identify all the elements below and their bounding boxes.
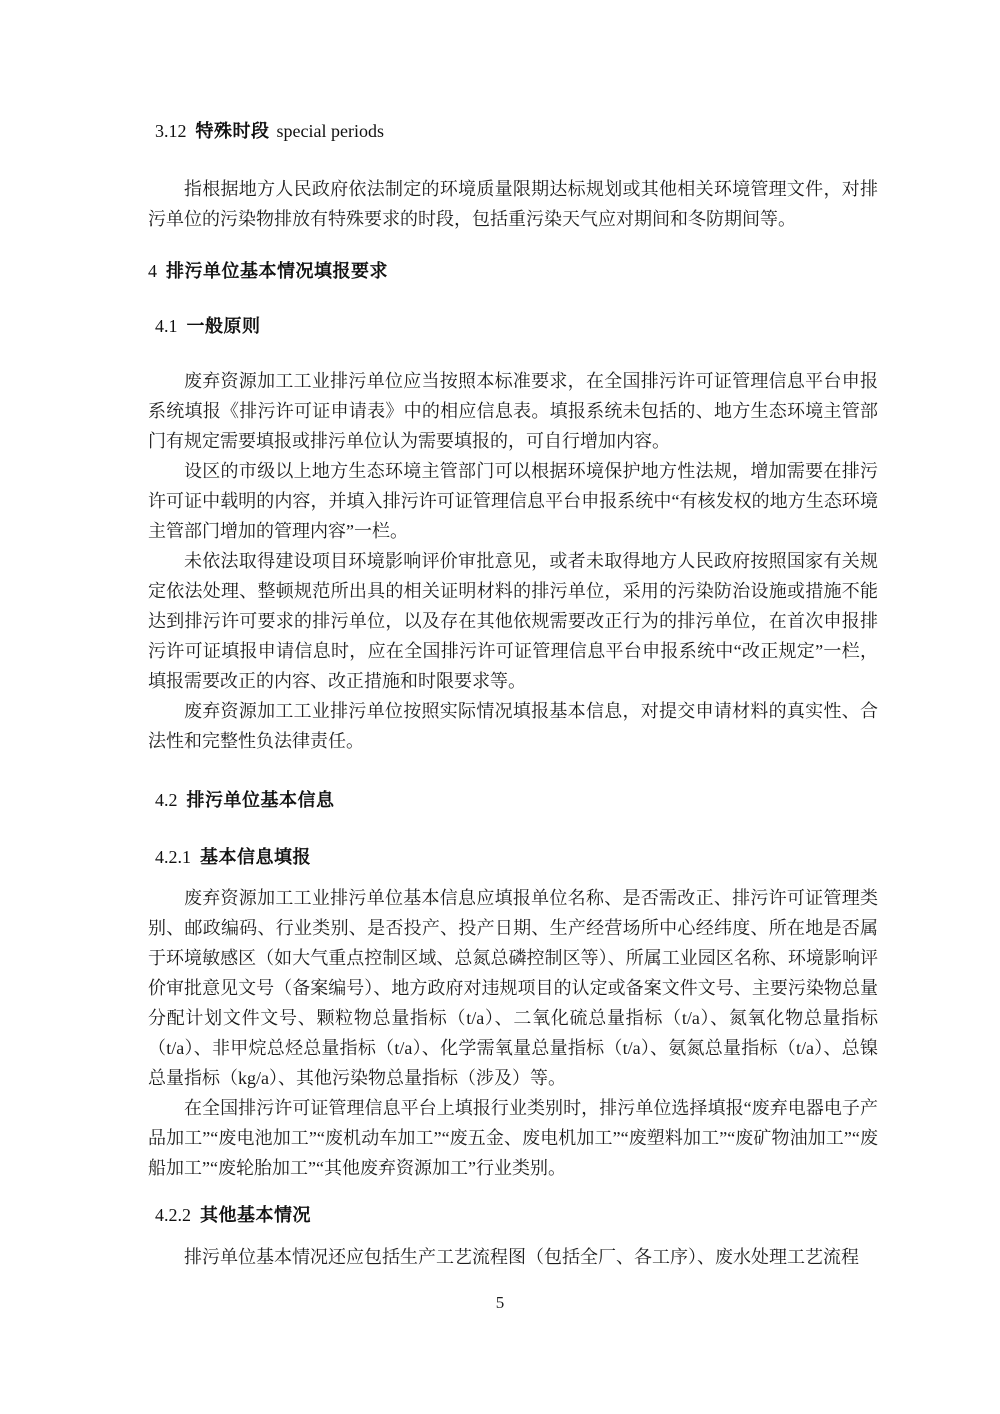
body-paragraph: 废弃资源加工工业排污单位基本信息应填报单位名称、是否需改正、排污许可证管理类别、邮政编码、行业类别、是否投产、投产日期、生产经营场所中心经纬度、所在地是否属于环境敏感区（如大气重点控制区域、总氮总磷控制区等）、所属工业园区名称、环境影响评价审批意见文号（备案编号）、地方政府对违规项目的认定或备案文件文号、主要污染物总量分配计划文件文号、颗粒物总量指标（t/a）、二氧化硫总量指标（t/a）、氮氧化物总量指标（t/a）、非甲烷总烃总量指标（t/a）、化学需氧量总量指标（t/a）、氨氮总量指标（t/a）、总镍总量指标（kg/a）、其他污染物总量指标（涉及）等。 <box>148 888 878 1088</box>
body-paragraph: 废弃资源加工工业排污单位按照实际情况填报基本信息，对提交申请材料的真实性、合法性和完整性负法律责任。 <box>148 701 878 751</box>
section-heading-4-1 <box>148 311 878 341</box>
heading-text-zh: 一般原则 <box>186 316 261 336</box>
body-paragraph: 在全国排污许可证管理信息平台上填报行业类别时，排污单位选择填报“废弃电器电子产品加工”“废电池加工”“废机动车加工”“废五金、废电机加工”“废塑料加工”“废矿物油加工”“废船加工”“废轮胎加工”“其他废弃资源加工”行业类别。 <box>148 1098 878 1178</box>
heading-text-en: special periods <box>276 121 384 141</box>
body-paragraph: 未依法取得建设项目环境影响评价审批意见，或者未取得地方人民政府按照国家有关规定依法处理、整顿规范所出具的相关证明材料的排污单位，采用的污染防治设施或措施不能达到排污许可要求的排污单位，以及存在其他依规需要改正行为的排污单位，在首次申报排污许可证填报申请信息时，应在全国排污许可证管理信息平台申报系统中“改正规定”一栏，填报需要改正的内容、改正措施和时限要求等。 <box>148 551 878 691</box>
clause-number: 4.1 <box>155 316 178 336</box>
clause-number: 4 <box>148 261 157 281</box>
section-heading-4 <box>148 256 878 286</box>
section-heading-4-2-1 <box>148 842 878 872</box>
heading-text-zh: 基本信息填报 <box>200 847 311 867</box>
section-heading-3-12 <box>148 116 878 146</box>
page-number: 5 <box>495 1293 505 1312</box>
heading-text-zh: 排污单位基本信息 <box>186 790 335 810</box>
heading-text-zh: 其他基本情况 <box>200 1205 311 1225</box>
clause-number: 3.12 <box>155 121 187 141</box>
clause-number: 4.2 <box>155 790 178 810</box>
section-heading-4-2-2 <box>148 1200 878 1230</box>
heading-text-zh: 特殊时段 <box>195 121 270 141</box>
body-paragraph: 废弃资源加工工业排污单位应当按照本标准要求，在全国排污许可证管理信息平台申报系统填报《排污许可证申请表》中的相应信息表。填报系统未包括的、地方生态环境主管部门有规定需要填报或排污单位认为需要填报的，可自行增加内容。 <box>148 371 878 451</box>
body-paragraph: 排污单位基本情况还应包括生产工艺流程图（包括全厂、各工序）、废水处理工艺流程 <box>184 1247 859 1267</box>
body-paragraph: 指根据地方人民政府依法制定的环境质量限期达标规划或其他相关环境管理文件，对排污单位的污染物排放有特殊要求的时段，包括重污染天气应对期间和冬防期间等。 <box>148 179 878 229</box>
heading-text-zh: 排污单位基本情况填报要求 <box>166 261 388 281</box>
section-heading-4-2 <box>148 785 878 815</box>
clause-number: 4.2.2 <box>155 1205 191 1225</box>
document-content <box>148 0 878 1272</box>
clause-number: 4.2.1 <box>155 847 191 867</box>
body-paragraph: 设区的市级以上地方生态环境主管部门可以根据环境保护地方性法规，增加需要在排污许可证中载明的内容，并填入排污许可证管理信息平台申报系统中“有核发权的地方生态环境主管部门增加的管理内容”一栏。 <box>148 461 878 541</box>
